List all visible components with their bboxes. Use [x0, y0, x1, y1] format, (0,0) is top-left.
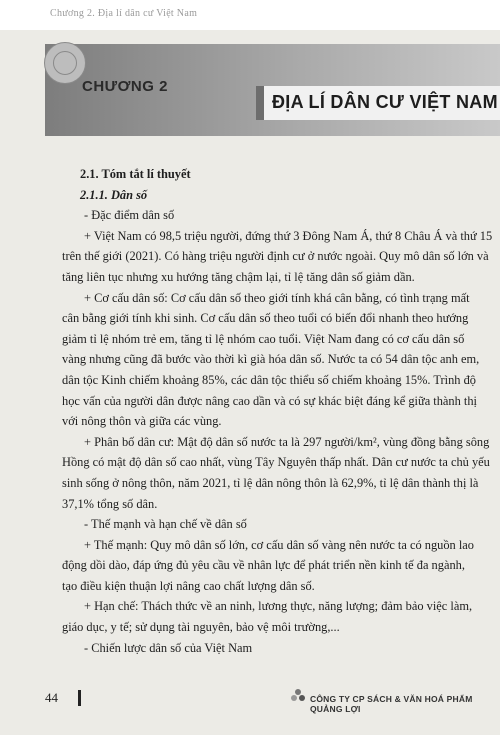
body-line: cân bằng giới tính khi sinh. Cơ cấu dân số theo tuổi có biến đổi nhanh theo hướng	[62, 311, 469, 326]
body-line: học vấn của người dân được nâng cao dần và có sự khác biệt đáng kể giữa thành thị	[62, 393, 477, 408]
body-line: dân tộc Kinh chiếm khoảng 85%, các dân tộc thiểu số chiếm khoảng 15%. Trình độ	[62, 372, 476, 387]
body-line: Hồng có mật độ dân số cao nhất, vùng Tây Nguyên thấp nhất. Dân cư nước ta chủ yếu	[62, 455, 490, 470]
chapter-label: CHƯƠNG 2	[82, 78, 168, 95]
chapter-title: ĐỊA LÍ DÂN CƯ VIỆT NAM	[272, 92, 498, 112]
page-body	[62, 164, 493, 658]
body-line: + Việt Nam có 98,5 triệu người, đứng thứ 3 Đông Nam Á, thứ 8 Châu Á và thứ 15	[84, 228, 493, 243]
subsection-heading: 2.1.1. Dân số	[80, 187, 148, 202]
page-footer	[0, 680, 500, 735]
page-top-margin	[0, 0, 500, 30]
body-line: giáo dục, y tế; sử dụng tài nguyên, bảo vệ môi trường,...	[62, 620, 340, 635]
publisher-logo-icon	[290, 688, 306, 704]
publisher-name: CÔNG TY CP SÁCH & VĂN HOÁ PHẨM QUẢNG LỢI	[310, 694, 473, 714]
body-line: sinh sống ở nông thôn, năm 2021, tỉ lệ dân nông thôn là 62,9%, tỉ lệ dân thành thị là	[62, 475, 479, 490]
body-line: giảm tỉ lệ nhóm trẻ em, tăng tỉ lệ nhóm cao tuổi. Việt Nam đang có cơ cấu dân số	[62, 331, 465, 346]
body-line: trên thế giới (2021). Có hàng triệu người định cư ở nước ngoài. Quy mô dân số lớn và	[62, 249, 489, 264]
body-line: động dồi dào, đáp ứng đủ yêu cầu về nhân lực để phát triển nền kinh tế đa ngành,	[62, 558, 465, 573]
running-head-left: Chương 2. Địa lí dân cư Việt Nam	[50, 8, 198, 19]
body-line: với nông thôn và giữa các vùng.	[62, 414, 222, 429]
body-line: + Phân bố dân cư: Mật độ dân số nước ta là 297 người/km², vùng đồng bằng sông	[84, 434, 490, 449]
page-number: 44	[45, 690, 58, 705]
body-text	[62, 205, 493, 658]
body-line: tăng liên tục nhưng xu hướng tăng chậm lại, tỉ lệ tăng dân số giảm dần.	[62, 269, 415, 284]
body-line: tạo điều kiện thuận lợi nâng cao chất lượng dân số.	[62, 578, 315, 593]
section-heading: 2.1. Tóm tắt lí thuyết	[80, 167, 191, 181]
page-number-divider	[78, 690, 81, 706]
body-line: + Thế mạnh: Quy mô dân số lớn, cơ cấu dân số vàng nên nước ta có nguồn lao	[84, 537, 474, 552]
body-line: - Thế mạnh và hạn chế về dân số	[84, 517, 247, 532]
body-line: - Chiến lược dân số của Việt Nam	[84, 640, 253, 655]
chapter-seal-icon	[44, 42, 86, 84]
body-line: vàng nhưng cũng đã bước vào thời kì già hóa dân số. Nước ta có 54 dân tộc anh em,	[62, 352, 480, 367]
running-head	[50, 8, 317, 19]
chapter-title-accent	[256, 86, 264, 120]
body-line: 37,1% tổng số dân.	[62, 496, 158, 511]
body-line: + Cơ cấu dân số: Cơ cấu dân số theo giới tính khá cân bằng, có tình trạng mất	[84, 290, 470, 305]
body-line: - Đặc điểm dân số	[84, 208, 175, 223]
body-line: + Hạn chế: Thách thức về an ninh, lương thực, năng lượng; đảm bảo việc làm,	[84, 599, 473, 614]
